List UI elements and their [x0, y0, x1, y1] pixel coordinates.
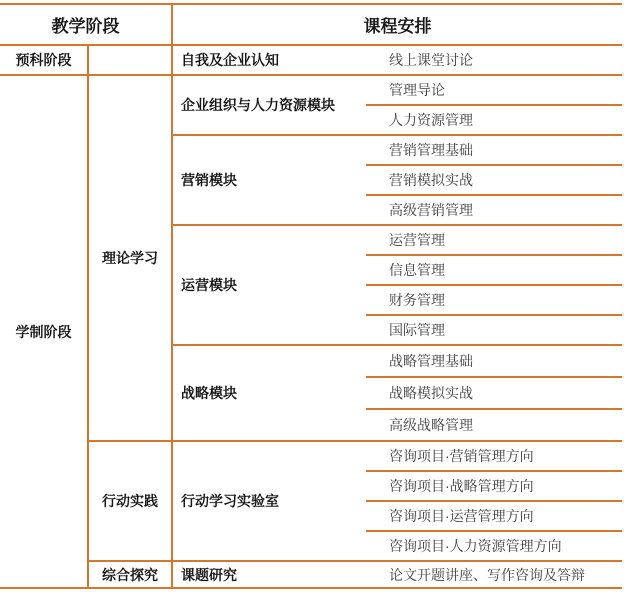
course-cell: 咨询项目·营销管理方向 — [366, 441, 622, 471]
course-cell: 高级战略管理 — [366, 409, 622, 441]
table-row — [0, 45, 622, 75]
header-teaching-stage: 教学阶段 — [0, 4, 172, 45]
course-cell: 营销模拟实战 — [366, 165, 622, 195]
course-cell: 运营管理 — [366, 225, 622, 255]
course-cell: 信息管理 — [366, 255, 622, 285]
table-row — [0, 561, 622, 588]
course-cell: 管理导论 — [366, 75, 622, 105]
course-cell: 财务管理 — [366, 285, 622, 315]
module-cell: 运营模块 — [172, 225, 366, 345]
curriculum-table — [0, 3, 622, 589]
course-cell: 咨询项目·人力资源管理方向 — [366, 531, 622, 561]
course-cell: 战略模拟实战 — [366, 377, 622, 409]
module-cell: 行动学习实验室 — [172, 441, 366, 561]
phase-cell: 综合探究 — [88, 561, 172, 588]
course-cell: 咨询项目·战略管理方向 — [366, 471, 622, 501]
module-cell: 企业组织与人力资源模块 — [172, 75, 366, 135]
phase-cell: 理论学习 — [88, 75, 172, 441]
course-cell: 人力资源管理 — [366, 105, 622, 135]
module-cell: 课题研究 — [172, 561, 366, 588]
header-course-arrangement: 课程安排 — [172, 4, 622, 45]
course-cell: 论文开题讲座、写作咨询及答辩 — [366, 561, 622, 588]
course-cell: 营销管理基础 — [366, 135, 622, 165]
stage-cell: 预科阶段 — [0, 45, 88, 75]
course-cell: 国际管理 — [366, 315, 622, 345]
course-cell: 咨询项目·运营管理方向 — [366, 501, 622, 531]
header-row — [0, 4, 622, 45]
phase-cell-empty — [88, 45, 172, 75]
course-cell: 战略管理基础 — [366, 345, 622, 377]
table-row — [0, 441, 622, 471]
table-row — [0, 75, 622, 105]
course-cell: 高级营销管理 — [366, 195, 622, 225]
module-cell: 自我及企业认知 — [172, 45, 366, 75]
stage-cell: 学制阶段 — [0, 75, 88, 588]
module-cell: 战略模块 — [172, 345, 366, 441]
phase-cell: 行动实践 — [88, 441, 172, 561]
module-cell: 营销模块 — [172, 135, 366, 225]
course-cell: 线上课堂讨论 — [366, 45, 622, 75]
